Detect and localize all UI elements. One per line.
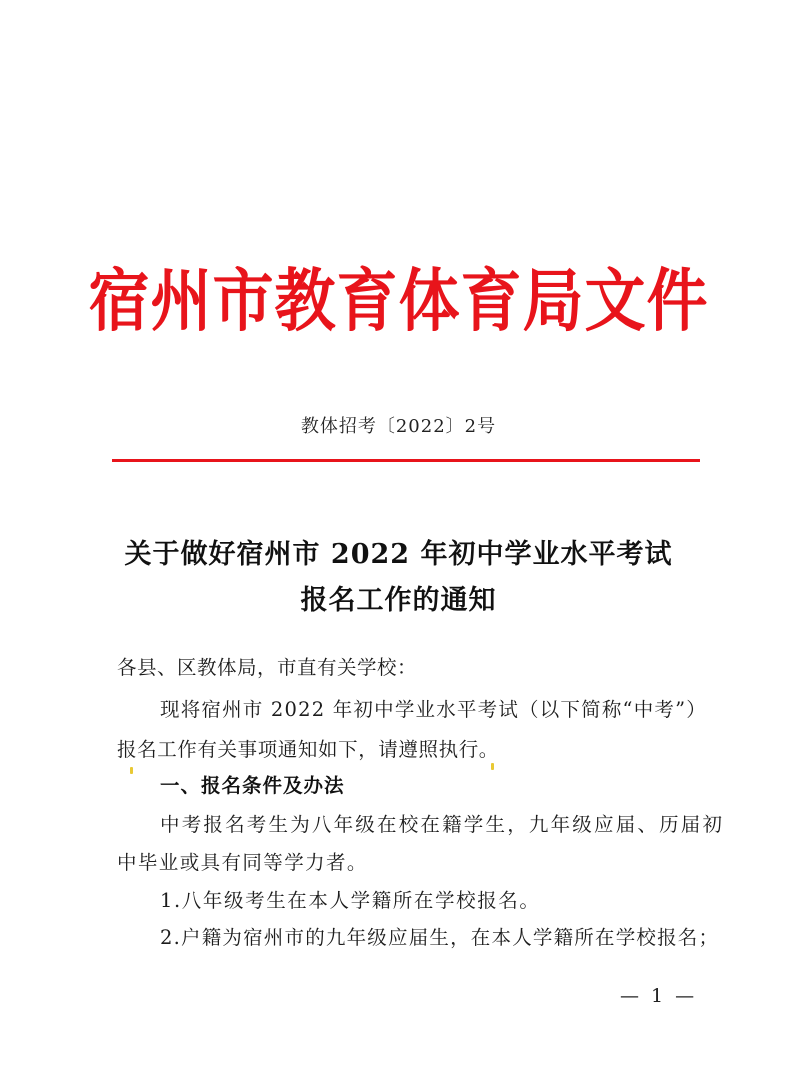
red-separator-rule [112, 459, 700, 462]
addressee: 各县、区教体局，市直有关学校： [117, 656, 418, 679]
list-item-2: 2.户籍为宿州市的九年级应届生，在本人学籍所在学校报名； [160, 926, 720, 949]
scan-mark-right [491, 763, 494, 770]
section-line-2: 中毕业或具有同等学力者。 [117, 851, 368, 874]
body-line-2: 报名工作有关事项通知如下，请遵照执行。 [117, 738, 499, 761]
document-number: 教体招考〔2022〕2号 [300, 416, 497, 437]
section-heading: 一、报名条件及办法 [160, 774, 345, 797]
issuer-header: 宿州市教育体育局文件 [88, 262, 709, 342]
document-title-line-1: 关于做好宿州市 2022 年初中学业水平考试 [124, 539, 673, 570]
scan-mark-left [130, 767, 133, 774]
document-title-line-2: 报名工作的通知 [300, 585, 497, 616]
section-line-1: 中考报名考生为八年级在校在籍学生，九年级应届、历届初 [160, 813, 725, 836]
body-line-1: 现将宿州市 2022 年初中学业水平考试（以下简称“中考”） [160, 698, 707, 721]
list-item-1: 1.八年级考生在本人学籍所在学校报名。 [160, 889, 541, 912]
page-number: — 1 — [620, 985, 698, 1007]
